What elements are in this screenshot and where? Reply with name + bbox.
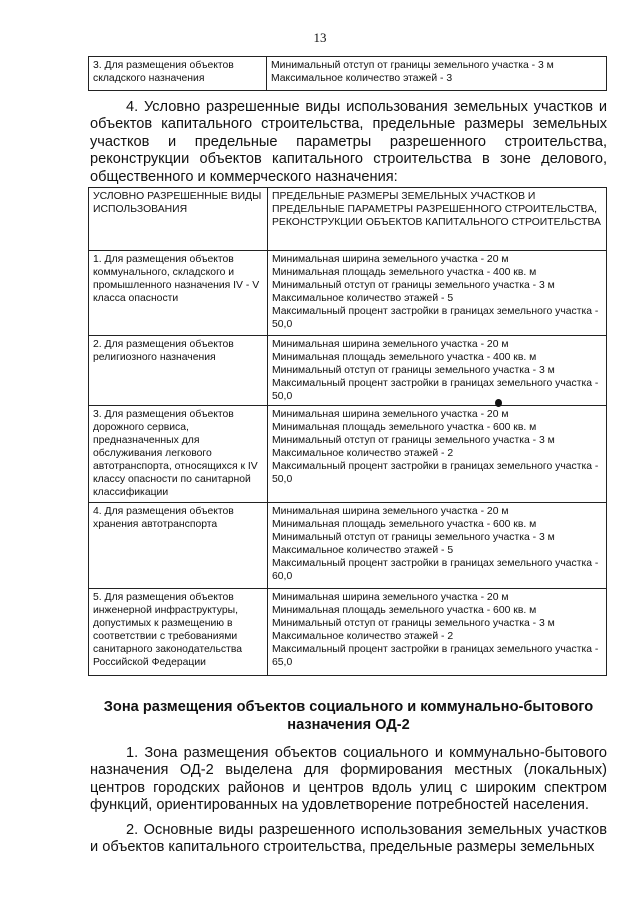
zone-heading [90,698,607,734]
params-cell [268,406,607,503]
table-row [89,57,607,91]
scan-artifact-dot [495,399,502,407]
zone-paragraph-1: 1. Зона размещения объектов социального и коммунально-бытового назначения ОД-2 выделена для формирования местных (локальных) центров городских районов и центров вдоль улиц с широким спектром функций, ориентированных на удовлетворение потребностей населения. [90,745,607,814]
use-type-cell: 3. Для размещения объектов складского назначения [89,57,267,91]
table-row [89,406,607,503]
param-line: Минимальный отступ от границы земельного участка - 3 м [272,280,555,291]
section-4-paragraph: 4. Условно разрешенные виды использования земельных участков и объектов капитального строительства, предельные размеры земельных участков и предельные параметры разрешенного строительства, реконструкции объектов капитального строительства в зоне делового, общественного и коммерческого назначения: [90,99,607,185]
param-line: Максимальный процент застройки в границах земельного участка - 50,0 [272,306,599,330]
table-row [89,589,607,676]
table-row [89,503,607,589]
param-line: Максимальный процент застройки в границах земельного участка - 50,0 [272,378,599,402]
params-cell [267,57,607,91]
param-line: Минимальный отступ от границы земельного участка - 3 м [272,435,555,446]
zone-heading-line: Зона размещения объектов социального и коммунально-бытового [103,699,594,715]
table-row [89,251,607,336]
column-header-uses: УСЛОВНО РАЗРЕШЕННЫЕ ВИДЫ ИСПОЛЬЗОВАНИЯ [89,188,268,251]
param-line: Минимальная площадь земельного участка - 600 кв. м [272,605,537,616]
param-line: Максимальное количество этажей - 2 [272,448,454,459]
zone-heading-line: назначения ОД-2 [287,717,410,733]
param-line: Минимальный отступ от границы земельного участка - 3 м [272,618,555,629]
param-line: Минимальная ширина земельного участка - 20 м [272,506,509,517]
param-line: Минимальная площадь земельного участка - 400 кв. м [272,267,537,278]
param-line: Минимальная ширина земельного участка - 20 м [272,254,509,265]
params-cell [268,589,607,676]
param-line: Минимальная площадь земельного участка - 600 кв. м [272,519,537,530]
param-line: Максимальное количество этажей - 5 [272,545,454,556]
param-line: Максимальное количество этажей - 5 [272,293,454,304]
column-header-params: ПРЕДЕЛЬНЫЕ РАЗМЕРЫ ЗЕМЕЛЬНЫХ УЧАСТКОВ И ПРЕДЕЛЬНЫЕ ПАРАМЕТРЫ РАЗРЕШЕННОГО СТРОИТЕЛЬСТВА, РЕКОНСТРУКЦИИ ОБЪЕКТОВ КАПИТАЛЬНОГО СТРОИТЕЛЬСТВА [268,188,607,251]
use-type-cell: 4. Для размещения объектов хранения автотранспорта [89,503,268,589]
table-row [89,336,607,406]
page-number: 13 [313,30,327,45]
param-line: Минимальная площадь земельного участка - 400 кв. м [272,352,537,363]
params-cell [268,251,607,336]
param-line: Максимальный процент застройки в границах земельного участка - 50,0 [272,461,599,485]
conditional-uses-table [88,187,607,676]
top-table [88,56,607,91]
param-line: Максимальное количество этажей - 3 [271,73,453,84]
params-cell [268,503,607,589]
use-type-cell: 1. Для размещения объектов коммунального, складского и промышленного назначения IV - V класса опасности [89,251,268,336]
param-line: Минимальный отступ от границы земельного участка - 3 м [271,60,554,71]
param-line: Минимальная площадь земельного участка - 600 кв. м [272,422,537,433]
param-line: Максимальный процент застройки в границах земельного участка - 65,0 [272,644,599,668]
param-line: Минимальная ширина земельного участка - 20 м [272,409,509,420]
param-line: Минимальная ширина земельного участка - 20 м [272,592,509,603]
use-type-cell: 5. Для размещения объектов инженерной инфраструктуры, допустимых к размещению в соответствии с требованиями санитарного законодательства Российской Федерации [89,589,268,676]
zone-paragraph-2: 2. Основные виды разрешенного использования земельных участков и объектов капитального строительства, предельные размеры земельных [90,822,607,856]
param-line: Минимальный отступ от границы земельного участка - 3 м [272,532,555,543]
table-header-row [89,188,607,251]
params-cell [268,336,607,406]
param-line: Максимальное количество этажей - 2 [272,631,454,642]
use-type-cell: 3. Для размещения объектов дорожного сервиса, предназначенных для обслуживания легкового автотранспорта, относящихся к IV классу опасности по санитарной классификации [89,406,268,503]
param-line: Минимальная ширина земельного участка - 20 м [272,339,509,350]
param-line: Минимальный отступ от границы земельного участка - 3 м [272,365,555,376]
use-type-cell: 2. Для размещения объектов религиозного назначения [89,336,268,406]
param-line: Максимальный процент застройки в границах земельного участка - 60,0 [272,558,599,582]
